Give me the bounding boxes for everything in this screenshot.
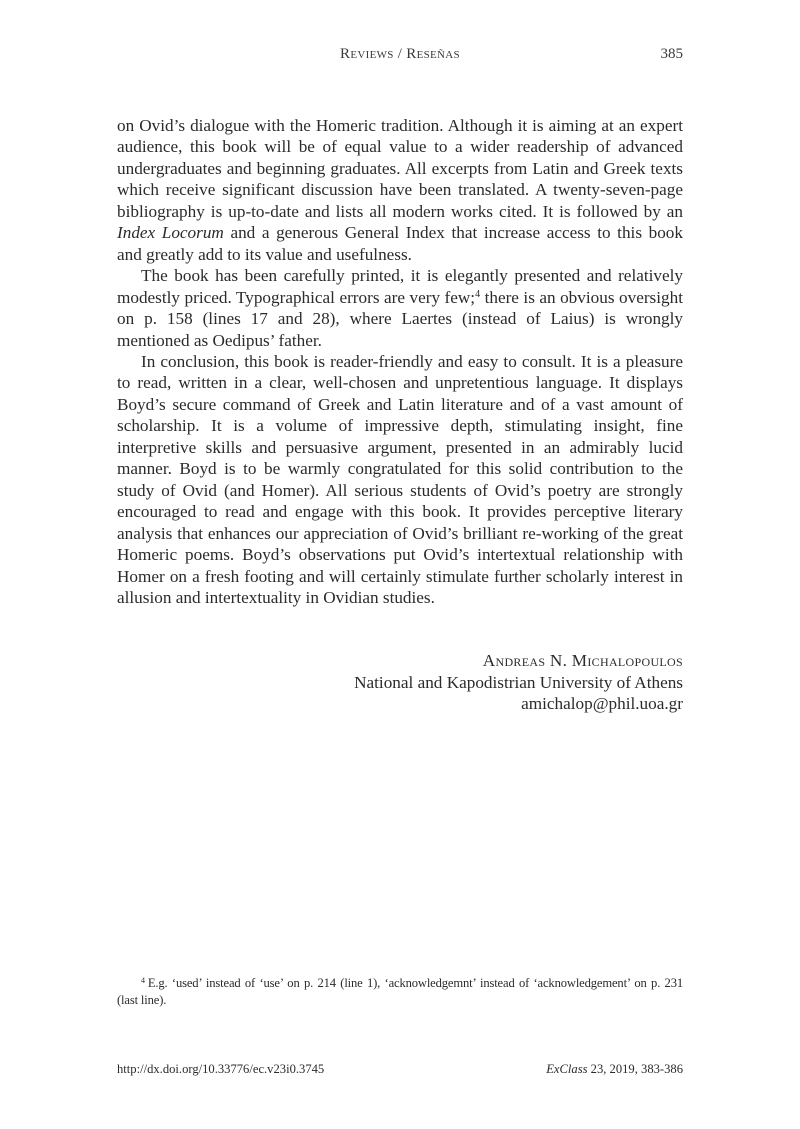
reviewer-name: Andreas N. Michalopoulos: [482, 651, 683, 670]
reviewer-affiliation: National and Kapodistrian University of Athens: [354, 672, 683, 692]
footnote-text: E.g. ‘used’ instead of ‘use’ on p. 214 (line 1), ‘acknowledgemnt’ instead of ‘acknowledgement’ on p. 231 (last line).: [117, 976, 683, 1007]
page-number: 385: [660, 46, 683, 62]
footnote-4: [117, 975, 683, 1009]
paragraph-text: The book has been carefully printed, it is elegantly presented and relatively modestly priced. Typographical errors are very few;: [117, 266, 683, 307]
journal-volume-pages: 23, 2019, 383-386: [587, 1062, 683, 1076]
footnote-number: 4: [141, 976, 145, 985]
running-title: Reviews / Reseñas: [340, 46, 460, 62]
footnote-reference[interactable]: 4: [475, 288, 481, 300]
body-text: [117, 115, 683, 608]
paragraph-text: there is an obvious oversight on p. 158 (lines 17 and 28), where Laertes (instead of Laius) is wrongly mentioned as Oedipus’ father.: [117, 287, 683, 350]
paragraph-1: [117, 115, 683, 265]
document-page: [117, 0, 683, 1129]
journal-title: ExClass: [546, 1062, 588, 1076]
journal-citation: [546, 1062, 683, 1077]
running-head: [117, 46, 683, 68]
footnotes: [117, 975, 683, 1009]
reviewer-signature: [117, 650, 683, 715]
paragraph-2: [117, 265, 683, 351]
paragraph-text: on Ovid’s dialogue with the Homeric tradition. Although it is aiming at an expert audience, this book will be of equal value to a wider readership of advanced undergraduates and beginning graduates. All excerpts from Latin and Greek texts which receive significant discussion have been translated. A twenty-seven-page bibliography is up-to-date and lists all modern works cited. It is followed by an: [117, 116, 683, 221]
paragraph-3: [117, 351, 683, 608]
reviewer-email[interactable]: amichalop@phil.uoa.gr: [521, 694, 683, 713]
index-locorum-title: Index Locorum: [117, 223, 224, 243]
paragraph-text: In conclusion, this book is reader-friendly and easy to consult. It is a pleasure to read, written in a clear, well-chosen and unpretentious language. It displays Boyd’s secure command of Greek and Latin literature and of a vast amount of scholarship. It is a volume of impressive depth, stimulating insight, fine interpretive skills and persuasive argument, presented in an admirably lucid manner. Boyd is to be warmly congratulated for this solid contribution to the study of Ovid (and Homer). All serious students of Ovid’s poetry are strongly encouraged to read and engage with this book. It provides perceptive literary analysis that enhances our appreciation of Ovid’s brilliant re-working of the great Homeric poems. Boyd’s observations put Ovid’s intertextual relationship with Homer on a fresh footing and will certainly stimulate further scholarly interest in allusion and intertextuality in Ovidian studies.: [117, 351, 683, 607]
doi-link[interactable]: http://dx.doi.org/10.33776/ec.v23i0.3745: [117, 1062, 325, 1076]
paragraph-text: and a generous General Index that increase access to this book and greatly add to its value and usefulness.: [117, 223, 683, 264]
page-footer: [117, 1062, 683, 1080]
